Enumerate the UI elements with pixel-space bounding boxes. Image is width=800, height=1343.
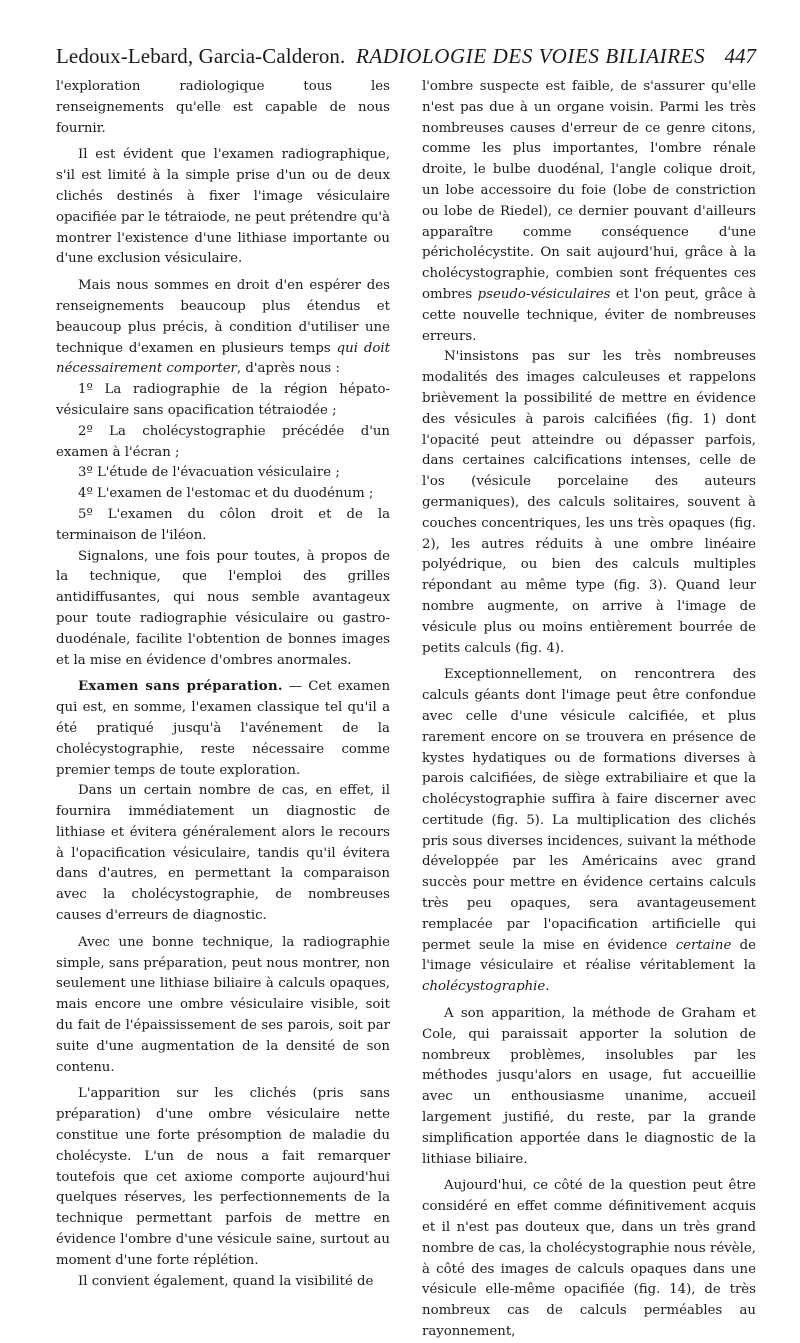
emphasis-text: qui doit nécessairement comporter <box>56 340 390 377</box>
paragraph <box>422 77 756 347</box>
section-heading: Examen sans préparation. <box>78 679 283 695</box>
paragraph <box>56 677 390 781</box>
paragraph: N'insistons pas sur les très nombreuses modalités des images calculeuses et rappelons brièvement la possibilité de mettre en évidence des vésicules à parois calcifiées (fig. 1) dont l'opacité peut atteindre ou dépasser parfois, dans certaines calcifications intenses, celle de l'os (vésicule porcelaine des auteurs germaniques), des calculs solitaires, souvent à couches concentriques, les uns très opaques (fig. 2), les autres réduits à une ombre linéaire polyédrique, ou bien des calculs multiples répondant au même type (fig. 3). Quand leur nombre augmente, on arrive à l'image de vésicule plus ou moins entièrement bourrée de petits calculs (fig. 4). <box>422 349 756 656</box>
emphasis-text: cholécystographie <box>422 979 546 995</box>
paragraph-text: Mais nous sommes en droit d'en espérer des renseignements beaucoup plus étendus et beaucoup plus précis, à condition d'utiliser une technique d'examen en plusieurs temps <box>56 278 390 356</box>
emphasis-text: pseudo-vésiculaires <box>477 286 611 302</box>
page-number: 447 <box>724 44 756 68</box>
paragraph-text: l'ombre suspecte est faible, de s'assurer qu'elle n'est pas due à un organe voisin. Parmi les très nombreuses causes d'erreur de ce genre citons, comme les plus importantes, l'ombre rénale droite, le bulbe duodénal, l'angle colique droit, un lobe accessoire du foie (lobe de constriction ou lobe de Riedel), ce dernier pouvant d'ailleurs apparaître comme conséquence d'une péricholécystite. On sait aujourd'hui, grâce à la cholécystographie, combien sont fréquentes ces ombres <box>422 79 756 302</box>
paragraph: Dans un certain nombre de cas, en effet, il fournira immédiatement un diagnostic de lithiase et évitera généralement alors le recours à l'opacification vésiculaire, tandis qu'il évitera dans d'autres, en permettant la comparaison avec la cholécystographie, de nombreuses causes d'erreurs de diagnostic. <box>56 783 390 924</box>
paragraph-text: et l'on peut, grâce à cette nouvelle technique, éviter de nombreuses erreurs. <box>422 286 756 344</box>
paragraph: L'apparition sur les clichés (pris sans préparation) d'une ombre vésiculaire nette constitue une forte présomption de maladie du cholécyste. L'un de nous a fait remarquer toutefois que cet axiome comporte aujourd'hui quelques réserves, les perfectionnements de la technique permettant parfois de mettre en évidence l'ombre d'une vésicule saine, surtout au moment d'une forte réplétion. <box>56 1086 390 1268</box>
paragraph: Avec une bonne technique, la radiographie simple, sans préparation, peut nous montrer, non seulement une lithiase biliaire à calculs opaques, mais encore une ombre vésiculaire visible, soit du fait de l'épaississement de ses parois, soit par suite d'une augmentation de la densité de son contenu. <box>56 934 390 1075</box>
emphasis-text: certaine <box>675 937 732 953</box>
paragraph: Il est évident que l'examen radiographique, s'il est limité à la simple prise d'un ou de deux clichés destinés à fixer l'image vésiculaire opacifiée par le tétraiode, ne peut prétendre qu'à montrer l'existence d'une lithiase importante ou d'une exclusion vésiculaire. <box>56 147 390 267</box>
paragraph <box>56 276 390 380</box>
paragraph <box>422 665 756 998</box>
paragraph: A son apparition, la méthode de Graham et Cole, qui paraissait apporter la solution de nombreux problèmes, insolubles par les méthodes jusqu'alors en usage, fut accueillie avec un enthousiasme unanime, accueil largement justifié, du reste, par la grande simplification apportée dans le diagnostic de la lithiase biliaire. <box>422 1006 756 1167</box>
paragraph: l'exploration radiologique tous les renseignements qu'elle est capable de nous fournir. <box>56 79 390 136</box>
right-column <box>422 77 757 1340</box>
paragraph-text: — Cet examen qui est, en somme, l'examen classique tel qu'il a été pratiqué jusqu'à l'avénement de la cholécystographie, reste nécessaire comme premier temps de toute exploration. <box>56 679 391 778</box>
header-authors: Ledoux-Lebard, Garcia-Calderon. <box>56 44 346 68</box>
list-item: 5º L'examen du côlon droit et de la terminaison de l'iléon. <box>56 506 390 543</box>
list-item: 3º L'étude de l'évacuation vésiculaire ; <box>78 465 340 481</box>
paragraph-text: Exceptionnellement, on rencontrera des calculs géants dont l'image peut être confondue avec celle d'une vésicule calcifiée, et plus rarement encore on se trouvera en présence de kystes hydatiques ou de formations diverses à parois calcifiées, de siège extrabiliaire et que la cholécystographie suffira à faire discerner avec certitude (fig. 5). La multiplication des clichés pris sous diverses incidences, suivant la méthode développée par les Américains avec grand succès pour mettre en évidence certains calculs très peu opaques, sera avantageusement remplacée par l'opacification artificielle qui permet seule la mise en évidence <box>422 667 756 953</box>
list-item: 4º L'examen de l'estomac et du duodénum ; <box>78 486 374 502</box>
left-column <box>56 77 391 1289</box>
paragraph: Signalons, une fois pour toutes, à propos de la technique, que l'emploi des grilles antidiffusantes, qui nous semble avantageux pour toute radiographie vésiculaire ou gastro-duodénale, facilite l'obtention de bonnes images et la mise en évidence d'ombres anormales. <box>56 548 390 668</box>
running-header <box>56 44 756 78</box>
paragraph: Il convient également, quand la visibilité de <box>78 1273 374 1289</box>
list-item: 1º La radiographie de la région hépato-vésiculaire sans opacification tétraiodée ; <box>56 382 390 418</box>
list-item: 2º La cholécystographie précédée d'un examen à l'écran ; <box>56 423 390 460</box>
header-title: RADIOLOGIE DES VOIES BILIAIRES <box>356 44 706 68</box>
paragraph-text: , d'après nous : <box>236 361 340 377</box>
paragraph-text: . <box>545 979 550 995</box>
paragraph: Aujourd'hui, ce côté de la question peut être considéré en effet comme définitivement acquis et il n'est pas douteux que, dans un très grand nombre de cas, la cholécystographie nous révèle, à côté des images de calculs opaques dans une vésicule elle-même opacifiée (fig. 14), de très nombreux cas de calculs perméables au rayonnement, <box>422 1178 756 1340</box>
paragraph-text: de l'image vésiculaire et réalise véritablement la <box>422 937 757 974</box>
